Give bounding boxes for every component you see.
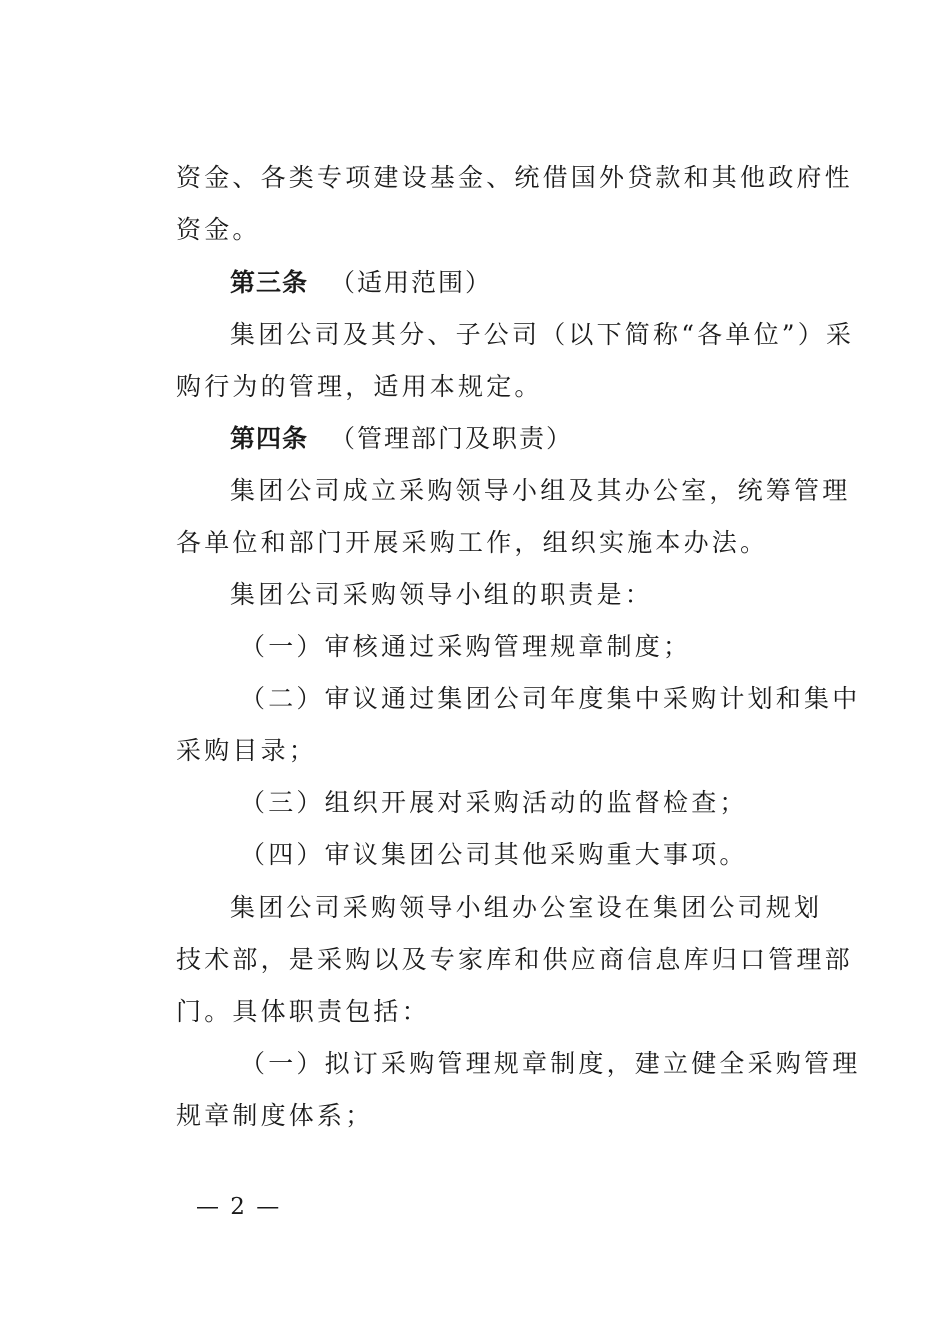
body-text-line: 门。具体职责包括： xyxy=(176,997,430,1026)
article-topic: （适用范围） xyxy=(330,268,493,297)
list-item: （三）组织开展对采购活动的监督检查； xyxy=(240,788,748,817)
body-text-line: 集团公司成立采购领导小组及其办公室，统筹管理 xyxy=(230,476,851,505)
list-item: （二）审议通过集团公司年度集中采购计划和集中 xyxy=(240,684,861,713)
body-text-line: 规章制度体系； xyxy=(176,1101,374,1130)
page-number: — 2 — xyxy=(196,1194,282,1220)
body-text-line: 资金。 xyxy=(176,215,261,244)
body-text-line: 资金、各类专项建设基金、统借国外贷款和其他政府性 xyxy=(176,163,853,192)
article-number: 第三条 xyxy=(230,268,309,297)
list-item: （一）审核通过采购管理规章制度； xyxy=(240,632,692,661)
body-text-line: 采购目录； xyxy=(176,736,318,765)
body-text-line: 集团公司采购领导小组的职责是： xyxy=(230,580,654,609)
article-number: 第四条 xyxy=(230,424,309,453)
article-heading xyxy=(230,268,776,298)
article-heading xyxy=(230,424,776,454)
body-text-line: 技术部，是采购以及专家库和供应商信息库归口管理部 xyxy=(176,945,853,974)
body-text-line: 购行为的管理，适用本规定。 xyxy=(176,372,543,401)
list-item: （一）拟订采购管理规章制度，建立健全采购管理 xyxy=(240,1049,861,1078)
body-text-line: 集团公司采购领导小组办公室设在集团公司规划 xyxy=(230,893,823,922)
list-item: （四）审议集团公司其他采购重大事项。 xyxy=(240,840,748,869)
body-text-line: 集团公司及其分、子公司（以下简称“各单位”）采 xyxy=(230,320,855,349)
article-topic: （管理部门及职责） xyxy=(330,424,574,453)
body-text-line: 各单位和部门开展采购工作，组织实施本办法。 xyxy=(176,528,769,557)
